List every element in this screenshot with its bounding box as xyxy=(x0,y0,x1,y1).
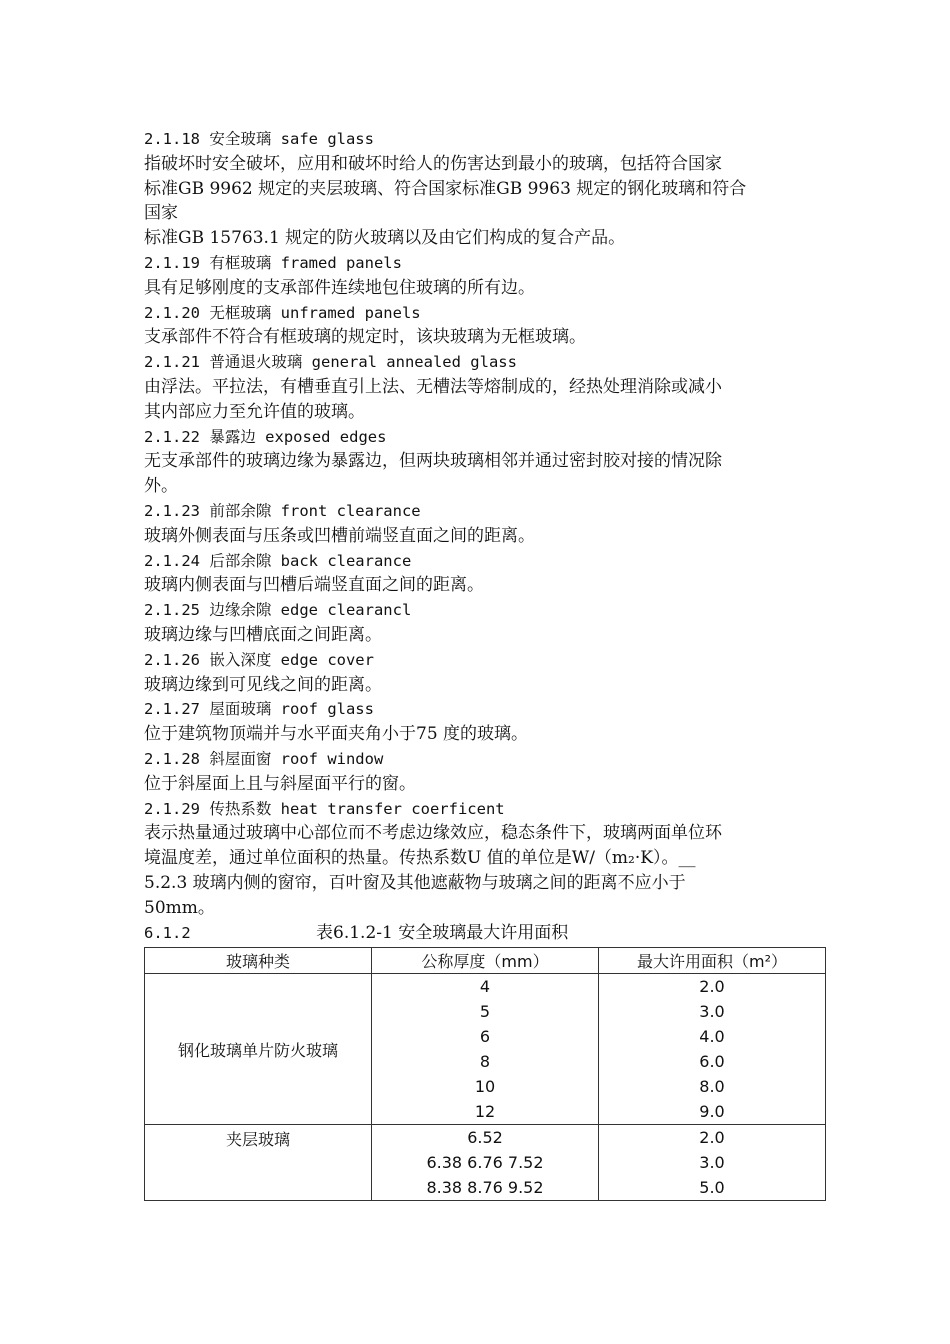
table-row xyxy=(145,1125,826,1201)
paragraph-line: 50mm。 xyxy=(144,897,215,918)
area-value: 2.0 xyxy=(699,977,725,996)
table-row xyxy=(145,974,826,1125)
table-caption xyxy=(144,921,814,945)
clause-heading: 2.1.20 无框玻璃 unframed panels xyxy=(144,303,421,322)
paragraph-line: 玻璃外侧表面与压条或凹槽前端竖直面之间的距离。 xyxy=(144,525,535,546)
paragraph-line: 境温度差，通过单位面积的热量。传热系数U 值的单位是W/（m₂·K）。__ xyxy=(144,848,696,869)
paragraph-line: 位于斜屋面上且与斜屋面平行的窗。 xyxy=(144,773,416,794)
paragraph-line: 国家 xyxy=(144,203,178,224)
paragraph-line: 玻璃内侧表面与凹槽后端竖直面之间的距离。 xyxy=(144,575,484,596)
thickness-value: 5 xyxy=(479,1002,491,1021)
header-max-area: 最大许用面积（m²） xyxy=(599,948,826,974)
paragraph-line: 外。 xyxy=(144,476,178,497)
clause-heading: 2.1.27 屋面玻璃 roof glass xyxy=(144,700,374,719)
area-value: 9.0 xyxy=(699,1102,725,1121)
area-value: 6.0 xyxy=(699,1052,725,1071)
paragraph-line: 由浮法。平拉法，有槽垂直引上法、无槽法等熔制成的，经热处理消除或减小 xyxy=(144,376,722,397)
area-cell xyxy=(599,974,826,1125)
glass-type-cell: 钢化玻璃单片防火玻璃 xyxy=(145,974,372,1125)
thickness-value: 12 xyxy=(474,1102,496,1121)
paragraph-line: 具有足够刚度的支承部件连续地包住玻璃的所有边。 xyxy=(144,277,535,298)
area-value: 3.0 xyxy=(699,1153,725,1172)
clause-heading: 2.1.23 前部余隙 front clearance xyxy=(144,501,421,520)
clause-heading: 2.1.19 有框玻璃 framed panels xyxy=(144,253,402,272)
paragraph-line: 玻璃边缘与凹槽底面之间距离。 xyxy=(144,624,382,645)
clause-heading: 2.1.22 暴露边 exposed edges xyxy=(144,427,387,446)
paragraph-line: 指破坏时安全破坏，应用和破坏时给人的伤害达到最小的玻璃，包括符合国家 xyxy=(144,153,722,174)
clause-heading: 2.1.25 边缘余隙 edge clearancl xyxy=(144,601,412,620)
paragraph-line: 标准GB 9962 规定的夹层玻璃、符合国家标准GB 9963 规定的钢化玻璃和符合 xyxy=(144,178,747,199)
table-header-row xyxy=(145,948,826,974)
thickness-cell xyxy=(372,974,599,1125)
thickness-value: 6 xyxy=(479,1027,491,1046)
area-value: 8.0 xyxy=(699,1077,725,1096)
area-cell xyxy=(599,1125,826,1201)
header-thickness: 公称厚度（mm） xyxy=(372,948,599,974)
clause-heading: 2.1.21 普通退火玻璃 general annealed glass xyxy=(144,353,517,372)
paragraph-line: 标准GB 15763.1 规定的防火玻璃以及由它们构成的复合产品。 xyxy=(144,228,626,249)
paragraph-line: 其内部应力至允许值的玻璃。 xyxy=(144,401,365,422)
glass-type-cell: 夹层玻璃 xyxy=(145,1125,372,1201)
paragraph-line: 位于建筑物顶端并与水平面夹角小于75 度的玻璃。 xyxy=(144,724,529,745)
area-value: 5.0 xyxy=(699,1178,725,1197)
area-value: 4.0 xyxy=(699,1027,725,1046)
thickness-value: 6.52 xyxy=(467,1128,503,1147)
table-caption-number: 6.1.2 xyxy=(144,923,191,942)
paragraph-line: 玻璃边缘到可见线之间的距离。 xyxy=(144,674,382,695)
area-value: 3.0 xyxy=(699,1002,725,1021)
paragraph-line: 表示热量通过玻璃中心部位而不考虑边缘效应，稳态条件下，玻璃两面单位环 xyxy=(144,823,722,844)
header-glass-type: 玻璃种类 xyxy=(145,948,372,974)
area-value: 2.0 xyxy=(699,1128,725,1147)
clause-heading: 2.1.28 斜屋面窗 roof window xyxy=(144,749,384,768)
table-caption-title: 表6.1.2-1 安全玻璃最大许用面积 xyxy=(316,922,569,943)
thickness-value: 8.38 8.76 9.52 xyxy=(426,1178,544,1197)
thickness-value: 4 xyxy=(479,977,491,996)
paragraph-line: 支承部件不符合有框玻璃的规定时，该块玻璃为无框玻璃。 xyxy=(144,327,586,348)
safety-glass-area-table xyxy=(144,947,826,1201)
thickness-value: 6.38 6.76 7.52 xyxy=(426,1153,544,1172)
paragraph-line: 5.2.3 玻璃内侧的窗帘，百叶窗及其他遮蔽物与玻璃之间的距离不应小于 xyxy=(144,872,686,893)
clause-heading: 2.1.26 嵌入深度 edge cover xyxy=(144,650,374,669)
thickness-value: 10 xyxy=(474,1077,496,1096)
clause-heading: 2.1.29 传热系数 heat transfer coerficent xyxy=(144,799,505,818)
clause-heading: 2.1.18 安全玻璃 safe glass xyxy=(144,130,374,148)
thickness-value: 8 xyxy=(479,1052,491,1071)
document-body xyxy=(144,127,814,945)
paragraph-line: 无支承部件的玻璃边缘为暴露边，但两块玻璃相邻并通过密封胶对接的情况除 xyxy=(144,451,722,472)
clause-heading: 2.1.24 后部余隙 back clearance xyxy=(144,551,412,570)
thickness-cell xyxy=(372,1125,599,1201)
